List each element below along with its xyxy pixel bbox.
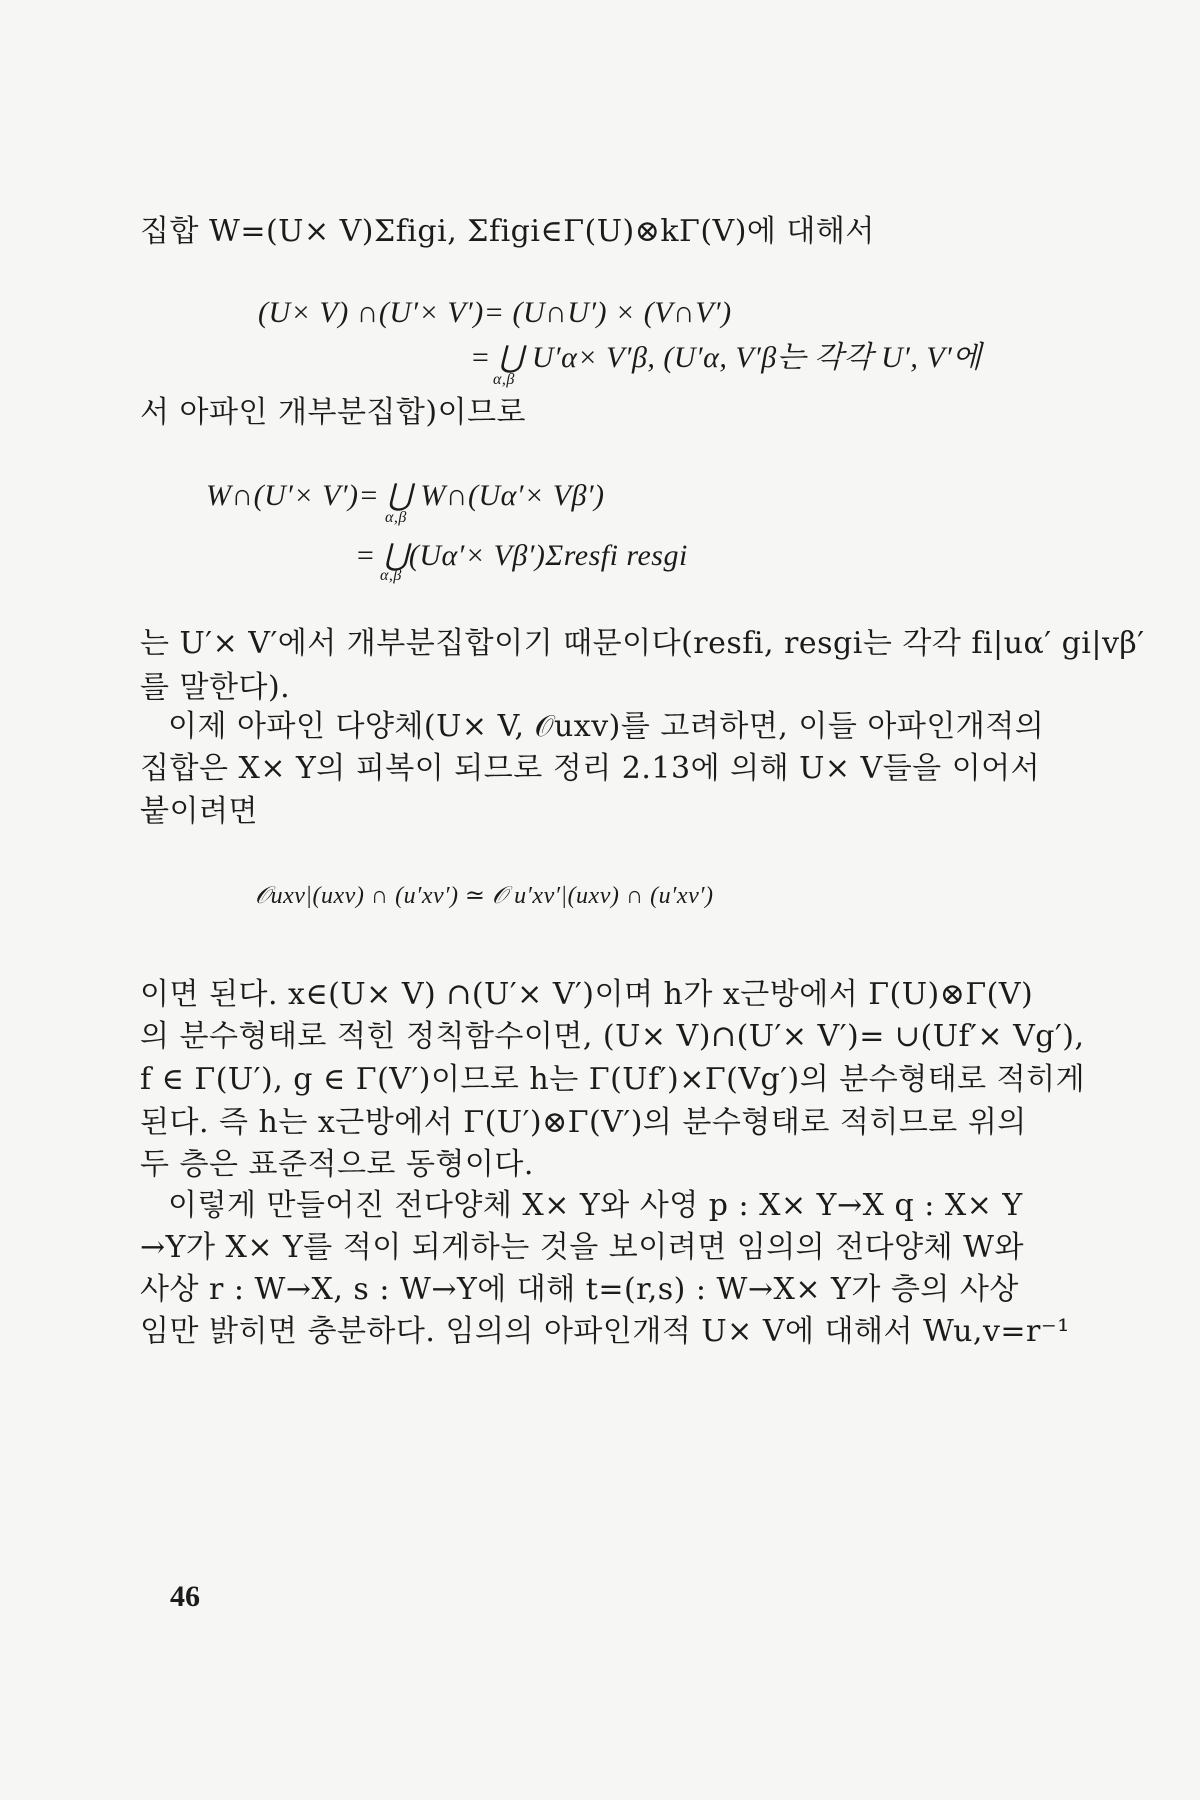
text-line-3: 는 U′× V′에서 개부분집합이기 때문이다(resfi, resgi는 각각 fi|uα′ gi|vβ′ [140, 626, 1145, 661]
text-line-12: 두 층은 표준적으로 동형이다. [140, 1147, 534, 1182]
equation-line-2: = ⋃ U′α× V′β, (U′α, V′β는 각각 U′, V′에 [470, 341, 982, 374]
text-line-14: →Y가 X× Y를 적이 되게하는 것을 보이려면 임의의 전다양체 W와 [140, 1230, 1024, 1265]
text-line-10: f ∈ Γ(U′), g ∈ Γ(V′)이므로 h는 Γ(Uf′)×Γ(Vg′)의 분수형태로 적히게 [140, 1062, 1086, 1097]
equation-index-1: α,β [493, 371, 515, 388]
page-number: 46 [170, 1580, 200, 1613]
text-line-9: 의 분수형태로 적힌 정칙함수이면, (U× V)∩(U′× V′)= ∪(Uf′× Vg′), [140, 1019, 1085, 1054]
text-line-8: 이면 된다. x∈(U× V) ∩(U′× V′)이며 h가 x근방에서 Γ(U)⊗Γ(V) [140, 977, 1034, 1012]
text-line-13: 이렇게 만들어진 전다양체 X× Y와 사영 p : X× Y→X q : X× Y [168, 1188, 1023, 1223]
equation-line-3: W∩(U′× V′)= ⋃ W∩(Uα′× Vβ′) [206, 479, 605, 512]
text-line-7: 붙이려면 [140, 794, 258, 829]
equation-line-5: 𝒪uxv|(uxv) ∩ (u′xv′) ≃ 𝒪 u′xv′|(uxv) ∩ (u′xv′) [255, 883, 714, 909]
equation-index-2: α,β [385, 509, 407, 526]
text-line-11: 된다. 즉 h는 x근방에서 Γ(U′)⊗Γ(V′)의 분수형태로 적히므로 위의 [140, 1105, 1027, 1140]
text-line-5: 이제 아파인 다양체(U× V, 𝒪uxv)를 고려하면, 이들 아파인개적의 [168, 709, 1045, 744]
text-line-15: 사상 r : W→X, s : W→Y에 대해 t=(r,s) : W→X× Y가 층의 사상 [140, 1272, 1019, 1307]
equation-index-3: α,β [380, 567, 402, 584]
equation-line-1: (U× V) ∩(U′× V′)= (U∩U′) × (V∩V′) [258, 296, 732, 329]
text-line-1: 집합 W=(U× V)Σfigi, Σfigi∈Γ(U)⊗kΓ(V)에 대해서 [140, 214, 875, 249]
equation-line-4: = ⋃(Uα′× Vβ′)Σresfi resgi [355, 539, 688, 572]
text-line-6: 집합은 X× Y의 피복이 되므로 정리 2.13에 의해 U× V들을 이어서 [140, 751, 1041, 786]
text-line-4: 를 말한다). [140, 670, 291, 705]
text-line-16: 임만 밝히면 충분하다. 임의의 아파인개적 U× V에 대해서 Wu,v=r⁻¹ [140, 1314, 1070, 1349]
text-line-2: 서 아파인 개부분집합)이므로 [140, 395, 527, 430]
